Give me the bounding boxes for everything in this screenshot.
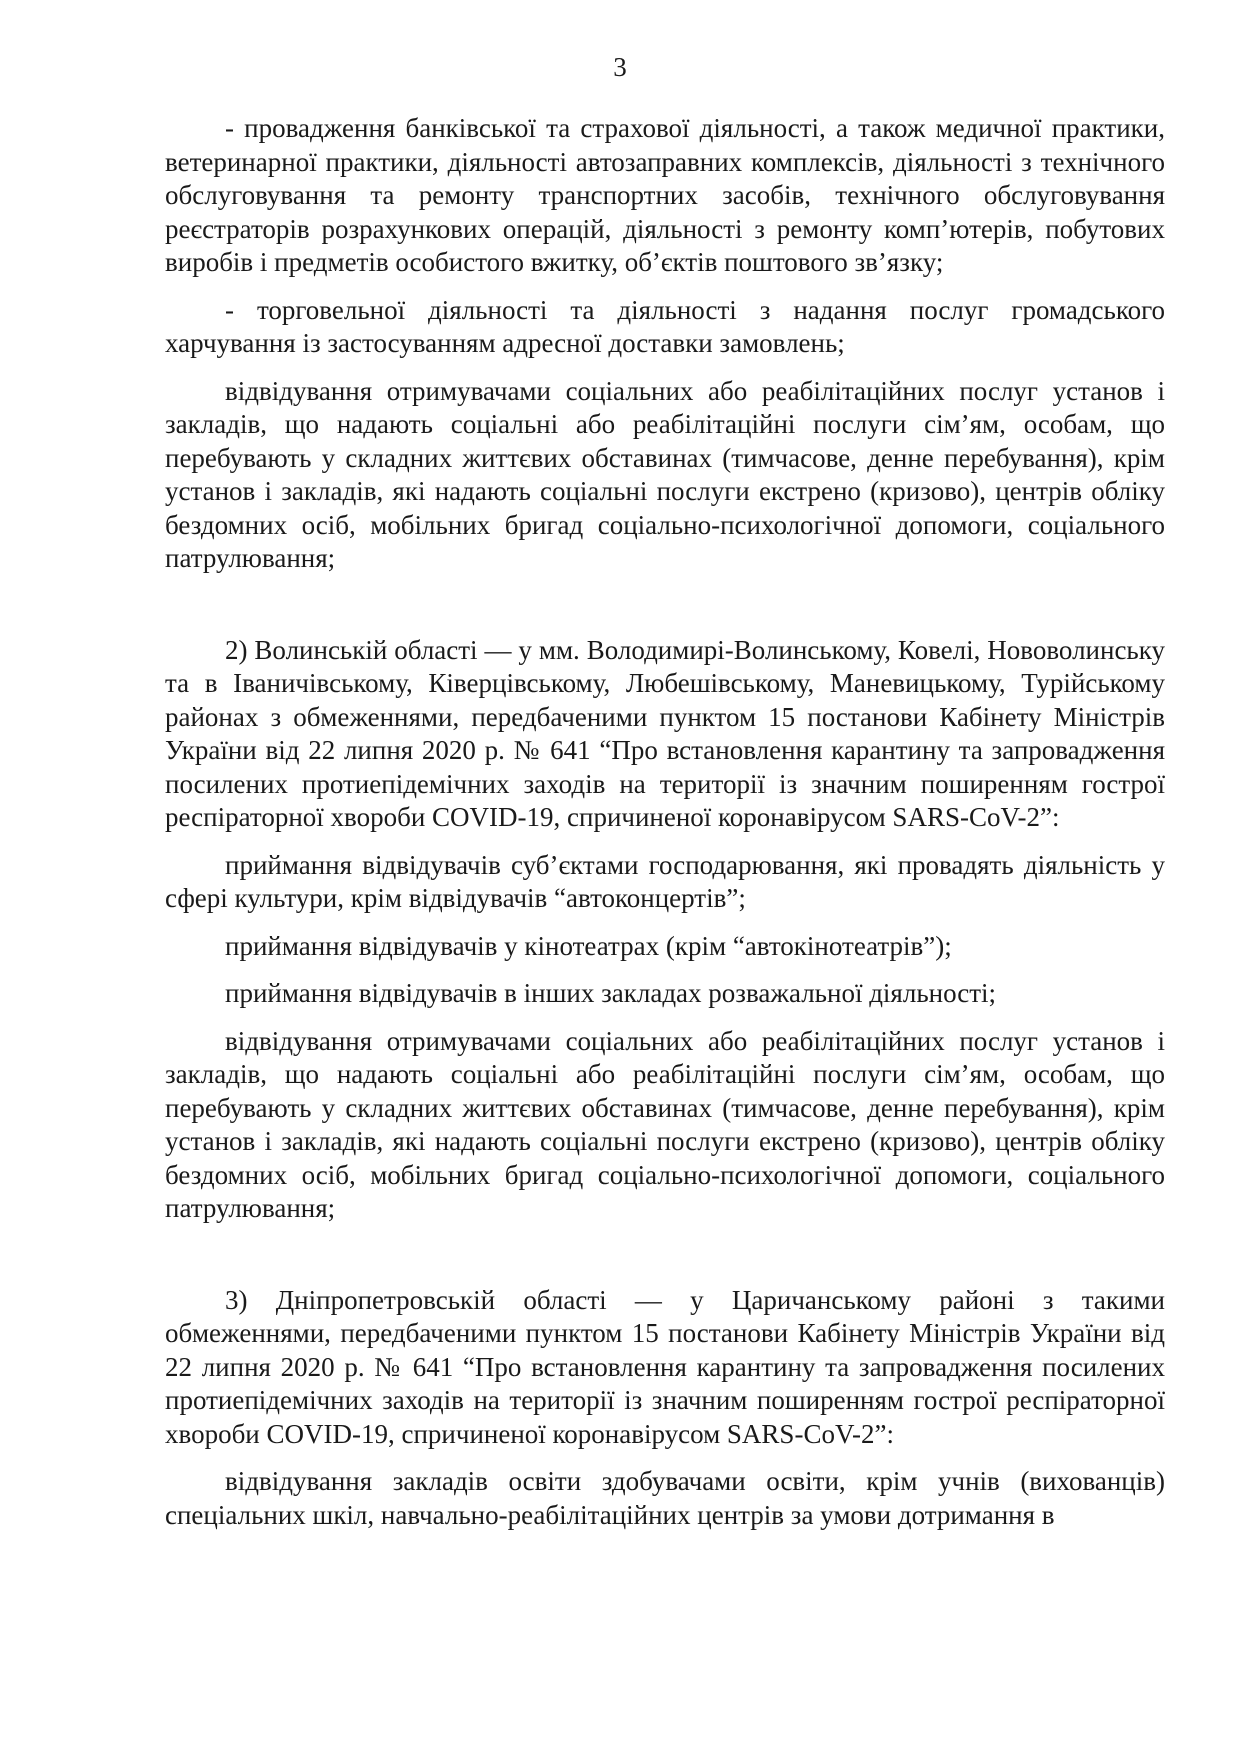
paragraph-social-services-2: відвідування отримувачами соціальних або реабілітаційних послуг установ і закладів, що надають соціальні або реабілітаційні послуги сім’ям, особам, що перебувають у складних життєвих обставинах (тимчасове, денне перебування), крім установ і закладів, які надають соціальні послуги екстрено (кризово), центрів обліку бездомних осіб, мобільних бригад соціально-психологічної допомоги, соціального патрулювання; [165,1025,1165,1223]
paragraph-social-services-1: відвідування отримувачами соціальних або реабілітаційних послуг установ і закладів, що надають соціальні або реабілітаційні послуги сім’ям, особам, що перебувають у складних життєвих обставинах (тимчасове, денне перебування), крім установ і закладів, які надають соціальні послуги екстрено (кризово), центрів обліку бездомних осіб, мобільних бригад соціально-психологічної допомоги, соціального патрулювання; [165,375,1165,573]
document-body [165,112,1165,1546]
paragraph-banking-activity: - провадження банківської та страхової діяльності, а також медичної практики, ветеринарної практики, діяльності автозаправних комплексів, діяльності з технічного обслуговування та ремонту транспортних засобів, технічного обслуговування реєстраторів розрахункових операцій, діяльності з ремонту комп’ютерів, побутових виробів і предметів особистого вжитку, об’єктів поштового зв’язку; [165,113,1165,277]
paragraph-education-visits: відвідування закладів освіти здобувачами освіти, крім учнів (вихованців) спеціальних шкіл, навчально-реабілітаційних центрів за умови дотримання в [165,1466,1165,1530]
paragraph-entertainment-visitors: приймання відвідувачів в інших закладах розважальної діяльності; [225,978,997,1008]
paragraph-culture-visitors: приймання відвідувачів суб’єктами господарювання, які провадять діяльність у сфері культури, крім відвідувачів “автоконцертів”; [165,849,1165,913]
page-number: 3 [613,52,627,82]
paragraph-trade-activity: - торговельної діяльності та діяльності з надання послуг громадського харчування із застосуванням адресної доставки замовлень; [165,294,1165,358]
paragraph-dnipro-region: 3) Дніпропетровській області — у Царичанському районі з такими обмеженнями, передбаченими пунктом 15 постанови Кабінету Міністрів України від 22 липня 2020 р. № 641 “Про встановлення карантину та запровадження посилених протиепідемічних заходів на території із значним поширенням гострої респіраторної хвороби COVID-19, спричиненої коронавірусом SARS-CoV-2”: [165,1284,1165,1449]
paragraph-volyn-region: 2) Волинській області — у мм. Володимирі-Волинському, Ковелі, Нововолинську та в Іваничівському, Ківерцівському, Любешівському, Маневицькому, Турійському районах з обмеженнями, передбаченими пунктом 15 постанови Кабінету Міністрів України від 22 липня 2020 р. № 641 “Про встановлення карантину та запровадження посилених протиепідемічних заходів на території із значним поширенням гострої респіраторної хвороби COVID-19, спричиненої коронавірусом SARS-CoV-2”: [165,634,1165,832]
paragraph-cinema-visitors: приймання відвідувачів у кінотеатрах (крім “автокінотеатрів”); [225,930,952,961]
